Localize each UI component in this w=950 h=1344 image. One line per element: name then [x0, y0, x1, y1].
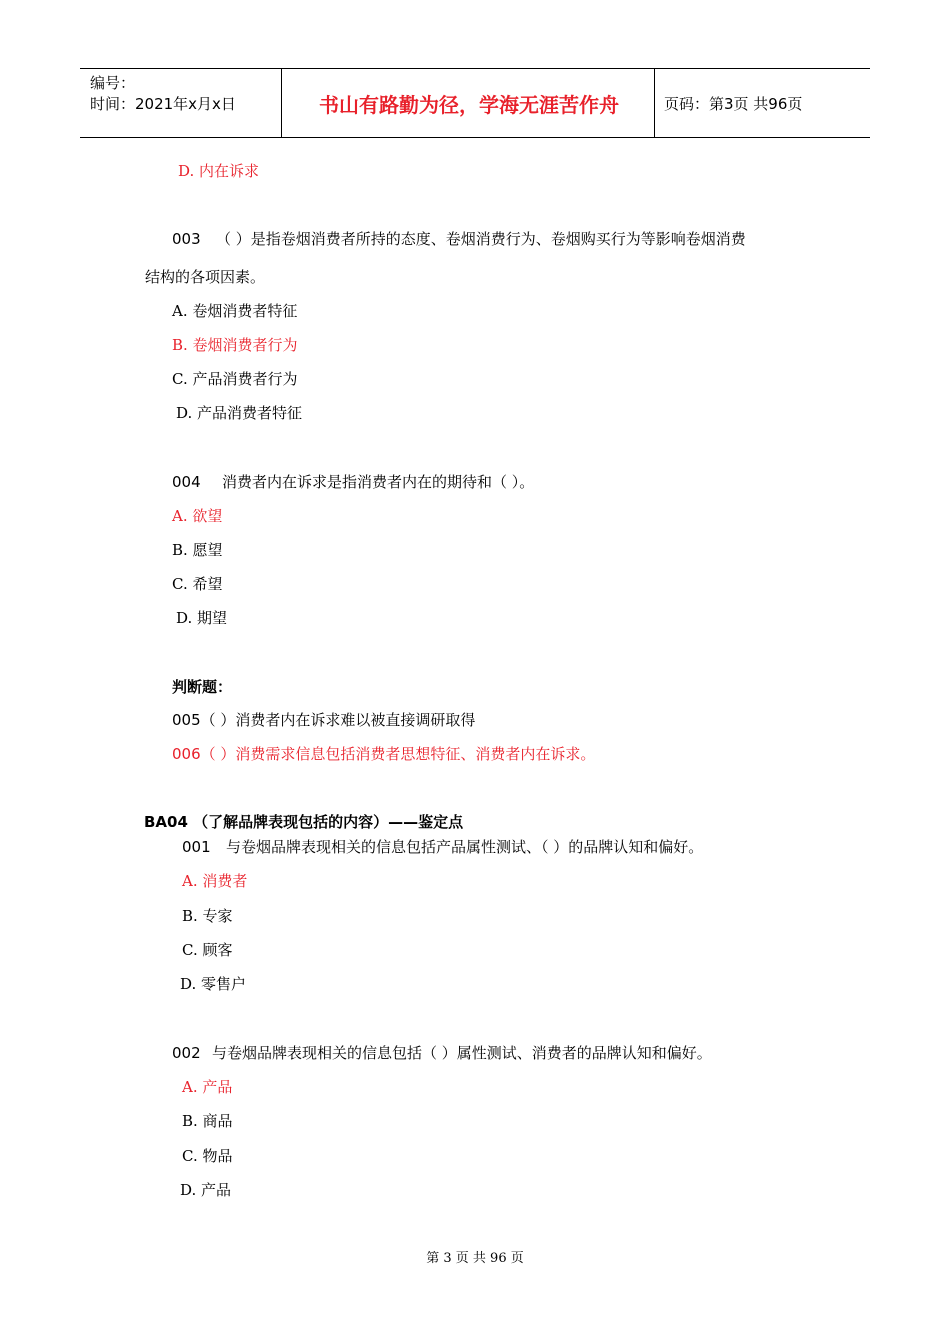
b001-number: 001	[182, 838, 211, 856]
b002-option-b: B. 商品	[182, 1112, 233, 1130]
b002-option-c: C. 物品	[182, 1147, 233, 1165]
q003-stem	[172, 229, 746, 249]
time-label: 时间：2021年x月x日	[90, 95, 236, 113]
ba04-section-title: BA04 （了解品牌表现包括的内容）——鉴定点	[144, 813, 464, 831]
q003-option-d: D. 产品消费者特征	[176, 404, 303, 422]
q006-stem	[172, 744, 595, 764]
q005-text: （ ）消费者内在诉求难以被直接调研取得	[200, 711, 476, 729]
q006-number: 006	[172, 745, 201, 763]
header-page-info: 页码：第3页 共96页	[664, 95, 803, 113]
b001-option-d: D. 零售户	[180, 975, 247, 993]
q003-option-c: C. 产品消费者行为	[172, 370, 298, 388]
q003-option-b: B. 卷烟消费者行为	[172, 336, 298, 354]
b002-stem	[172, 1043, 712, 1063]
header-motto: 书山有路勤为径，学海无涯苦作舟	[319, 93, 619, 117]
b002-number: 002	[172, 1044, 201, 1062]
b001-stem	[182, 837, 703, 857]
q004-option-c: C. 希望	[172, 575, 223, 593]
q003-text: （ ）是指卷烟消费者所持的态度、卷烟消费行为、卷烟购买行为等影响卷烟消费	[216, 230, 746, 248]
judge-section-title: 判断题：	[172, 678, 233, 696]
header-meta	[90, 73, 236, 115]
q005-number: 005	[172, 711, 201, 729]
q004-option-d: D. 期望	[176, 609, 228, 627]
b001-option-a: A. 消费者	[182, 872, 248, 890]
b002-option-d: D. 产品	[180, 1181, 232, 1199]
b001-option-b: B. 专家	[182, 907, 233, 925]
page-header	[80, 68, 870, 138]
q004-option-a: A. 欲望	[172, 507, 223, 525]
q004-stem	[172, 472, 534, 492]
b002-option-a: A. 产品	[182, 1078, 233, 1096]
q006-text: （ ）消费需求信息包括消费者思想特征、消费者内在诉求。	[200, 745, 596, 763]
code-label: 编号：	[90, 74, 136, 92]
b001-text: 与卷烟品牌表现相关的信息包括产品属性测试、（ ）的品牌认知和偏好。	[226, 838, 704, 856]
q004-number: 004	[172, 473, 201, 491]
page-footer: 第 3 页 共 96 页	[426, 1251, 524, 1266]
q003-stem-cont: 结构的各项因素。	[145, 268, 266, 286]
q002-option-d: D. 内在诉求	[178, 162, 260, 180]
q004-text: 消费者内在诉求是指消费者内在的期待和（ ）。	[222, 473, 535, 491]
q003-number: 003	[172, 230, 201, 248]
q003-option-a: A. 卷烟消费者特征	[172, 302, 298, 320]
q004-option-b: B. 愿望	[172, 541, 223, 559]
b001-option-c: C. 顾客	[182, 941, 233, 959]
q005-stem	[172, 710, 475, 730]
b002-text: 与卷烟品牌表现相关的信息包括（ ）属性测试、消费者的品牌认知和偏好。	[212, 1044, 712, 1062]
header-divider	[654, 69, 655, 137]
